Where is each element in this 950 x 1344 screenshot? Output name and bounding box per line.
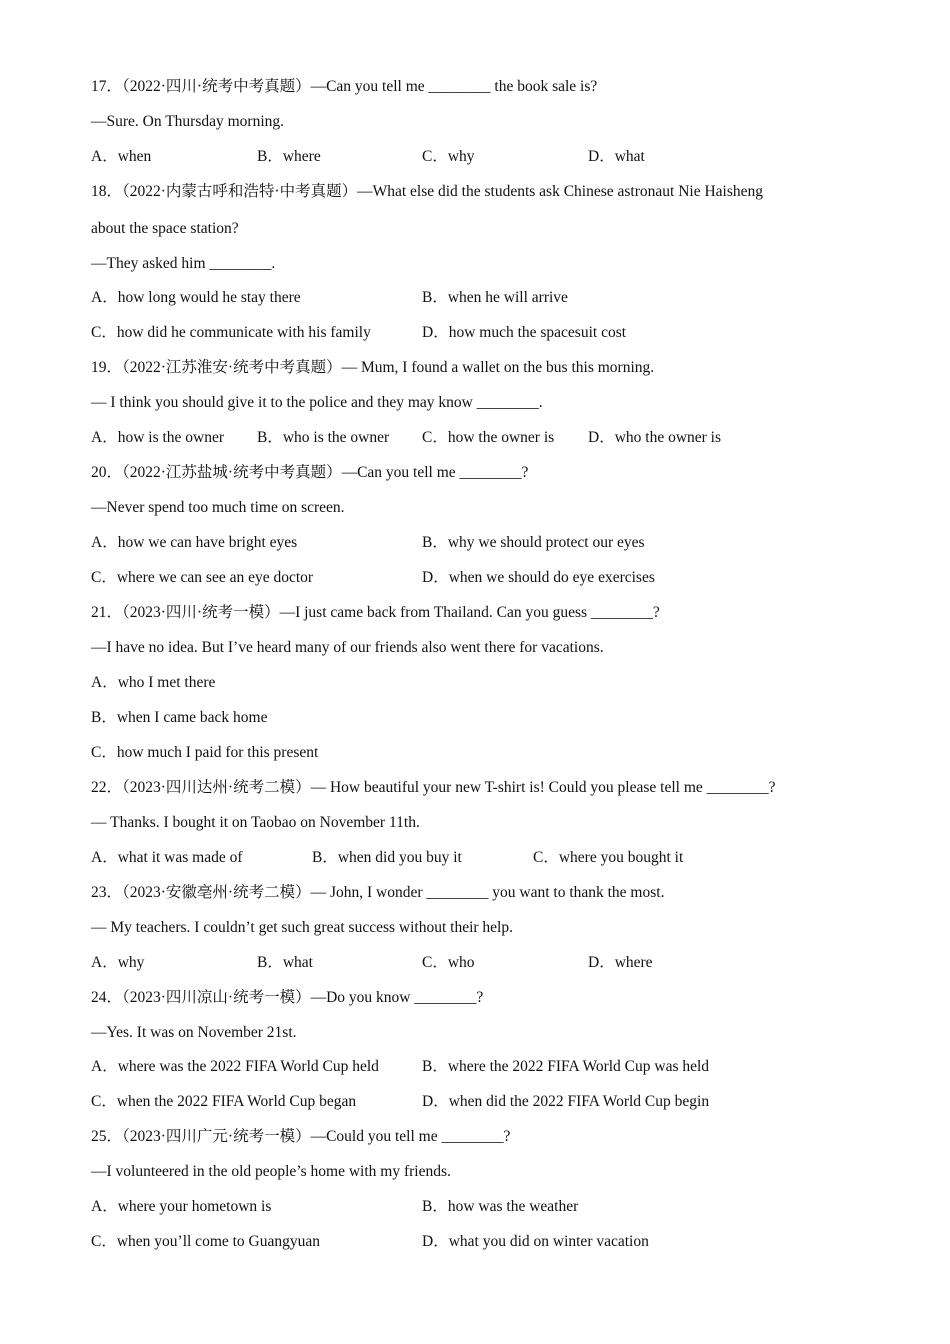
question-21-reply: —I have no idea. But I’ve heard many of our friends also went there for vacations. <box>91 639 604 656</box>
question-18-stem-line2: about the space station? <box>91 220 239 237</box>
question-23-option-a[interactable]: A．why <box>91 954 145 971</box>
question-24-option-a[interactable]: A．where was the 2022 FIFA World Cup held <box>91 1058 379 1075</box>
question-25-reply: —I volunteered in the old people’s home with my friends. <box>91 1163 451 1180</box>
question-22-option-c[interactable]: C．where you bought it <box>533 849 684 866</box>
question-24-reply: —Yes. It was on November 21st. <box>91 1024 297 1041</box>
question-23-option-b[interactable]: B．what <box>257 954 313 971</box>
question-21-option-c[interactable]: C．how much I paid for this present <box>91 744 319 761</box>
question-25-option-d[interactable]: D．what you did on winter vacation <box>422 1233 649 1250</box>
question-18-option-d[interactable]: D．how much the spacesuit cost <box>422 324 627 341</box>
question-20-option-a[interactable]: A．how we can have bright eyes <box>91 534 298 551</box>
question-22-option-b[interactable]: B．when did you buy it <box>312 849 462 866</box>
question-19-option-c[interactable]: C．how the owner is <box>422 429 555 446</box>
question-18-reply: —They asked him ________. <box>91 255 276 272</box>
question-18-stem-line1: 18．（2022·内蒙古呼和浩特·中考真题）—What else did the students ask Chinese astronaut Nie Haisheng <box>91 183 763 200</box>
question-20-option-d[interactable]: D．when we should do eye exercises <box>422 569 655 586</box>
question-18-option-c[interactable]: C．how did he communicate with his family <box>91 324 371 341</box>
question-25-stem: 25．（2023·四川广元·统考一模）—Could you tell me ________? <box>91 1128 511 1145</box>
question-20-option-b[interactable]: B．why we should protect our eyes <box>422 534 645 551</box>
question-19-option-d[interactable]: D．who the owner is <box>588 429 722 446</box>
question-23-stem: 23．（2023·安徽亳州·统考二模）— John, I wonder ________ you want to thank the most. <box>91 884 665 901</box>
question-21-stem: 21．（2023·四川·统考一模）—I just came back from Thailand. Can you guess ________? <box>91 604 660 621</box>
question-19-stem: 19．（2022·江苏淮安·统考中考真题）— Mum, I found a wallet on the bus this morning. <box>91 359 655 376</box>
question-18-option-a[interactable]: A．how long would he stay there <box>91 289 301 306</box>
question-17-option-c[interactable]: C．why <box>422 148 475 165</box>
question-18-option-b[interactable]: B．when he will arrive <box>422 289 568 306</box>
question-20-option-c[interactable]: C．where we can see an eye doctor <box>91 569 314 586</box>
question-24-option-c[interactable]: C．when the 2022 FIFA World Cup began <box>91 1093 357 1110</box>
question-25-option-a[interactable]: A．where your hometown is <box>91 1198 272 1215</box>
question-25-option-c[interactable]: C．when you’ll come to Guangyuan <box>91 1233 321 1250</box>
question-20-stem: 20．（2022·江苏盐城·统考中考真题）—Can you tell me ________? <box>91 464 529 481</box>
question-23-option-d[interactable]: D．where <box>588 954 653 971</box>
question-19-option-a[interactable]: A．how is the owner <box>91 429 225 446</box>
question-23-reply: — My teachers. I couldn’t get such great success without their help. <box>91 919 513 936</box>
question-22-stem: 22．（2023·四川达州·统考二模）— How beautiful your new T-shirt is! Could you please tell me ________? <box>91 779 776 796</box>
question-21-option-a[interactable]: A．who I met there <box>91 674 216 691</box>
question-25-option-b[interactable]: B．how was the weather <box>422 1198 579 1215</box>
question-23-option-c[interactable]: C．who <box>422 954 475 971</box>
question-17-option-d[interactable]: D．what <box>588 148 645 165</box>
question-24-stem: 24．（2023·四川凉山·统考一模）—Do you know ________? <box>91 989 484 1006</box>
question-17-option-b[interactable]: B．where <box>257 148 321 165</box>
question-19-reply: — I think you should give it to the police and they may know ________. <box>91 394 543 411</box>
question-17-option-a[interactable]: A．when <box>91 148 152 165</box>
question-17-reply: —Sure. On Thursday morning. <box>91 113 285 130</box>
question-24-option-d[interactable]: D．when did the 2022 FIFA World Cup begin <box>422 1093 710 1110</box>
question-21-option-b[interactable]: B．when I came back home <box>91 709 268 726</box>
question-19-option-b[interactable]: B．who is the owner <box>257 429 390 446</box>
question-24-option-b[interactable]: B．where the 2022 FIFA World Cup was held <box>422 1058 710 1075</box>
question-22-reply: — Thanks. I bought it on Taobao on November 11th. <box>91 814 420 831</box>
question-20-reply: —Never spend too much time on screen. <box>91 499 345 516</box>
question-17-stem: 17．（2022·四川·统考中考真题）—Can you tell me ________ the book sale is? <box>91 78 598 95</box>
question-22-option-a[interactable]: A．what it was made of <box>91 849 243 866</box>
